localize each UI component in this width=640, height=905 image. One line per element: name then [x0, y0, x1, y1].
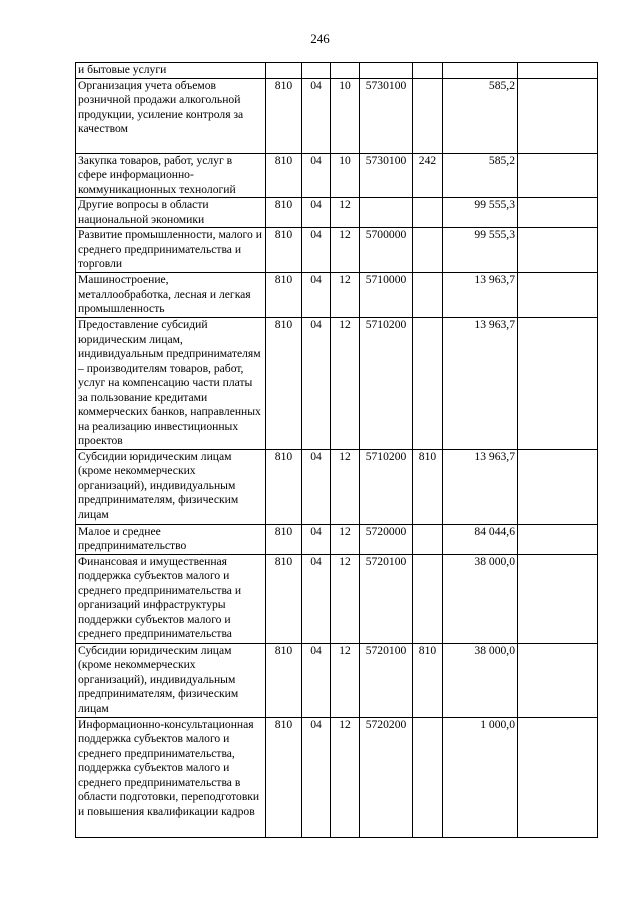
budget-table — [75, 62, 598, 838]
amount: 13 963,7 — [443, 318, 518, 450]
table-row — [76, 524, 598, 554]
ministry-code: 810 — [266, 449, 302, 524]
subsection-code: 12 — [331, 524, 360, 554]
subsection-code: 12 — [331, 318, 360, 450]
amount: 585,2 — [443, 153, 518, 198]
article-code — [360, 63, 413, 79]
article-code: 5700000 — [360, 228, 413, 273]
ministry-code: 810 — [266, 228, 302, 273]
blank-cell — [518, 449, 598, 524]
table-row — [76, 228, 598, 273]
table-row — [76, 63, 598, 79]
ministry-code: 810 — [266, 78, 302, 153]
table-row — [76, 717, 598, 837]
section-code: 04 — [302, 318, 331, 450]
amount: 38 000,0 — [443, 554, 518, 643]
section-code: 04 — [302, 198, 331, 228]
blank-cell — [518, 318, 598, 450]
table-body — [76, 63, 598, 838]
amount: 13 963,7 — [443, 273, 518, 318]
blank-cell — [518, 717, 598, 837]
section-code: 04 — [302, 643, 331, 717]
article-code: 5730100 — [360, 153, 413, 198]
ministry-code: 810 — [266, 198, 302, 228]
row-name: Другие вопросы в области национальной экономики — [76, 198, 266, 228]
row-name: Машиностроение, металлообработка, лесная и легкая промышленность — [76, 273, 266, 318]
blank-cell — [518, 228, 598, 273]
ministry-code: 810 — [266, 643, 302, 717]
expense-type-code — [413, 717, 443, 837]
article-code: 5720200 — [360, 717, 413, 837]
section-code: 04 — [302, 78, 331, 153]
row-name: Организация учета объемов розничной продажи алкогольной продукции, усиление контроля за качеством — [76, 78, 266, 153]
section-code: 04 — [302, 153, 331, 198]
expense-type-code — [413, 78, 443, 153]
article-code: 5720100 — [360, 643, 413, 717]
row-name: Субсидии юридическим лицам (кроме некоммерческих организаций), индивидуальным предпринимателям, физическим лицам — [76, 449, 266, 524]
table-row — [76, 554, 598, 643]
ministry-code: 810 — [266, 318, 302, 450]
section-code — [302, 63, 331, 79]
row-name: Малое и среднее предпринимательство — [76, 524, 266, 554]
blank-cell — [518, 524, 598, 554]
table-row — [76, 198, 598, 228]
amount: 84 044,6 — [443, 524, 518, 554]
page-number: 246 — [310, 31, 330, 46]
expense-type-code — [413, 524, 443, 554]
table-row — [76, 449, 598, 524]
row-name: Информационно-консультационная поддержка субъектов малого и среднего предпринимательства, поддержка субъектов малого и среднего предпринимательства в области подготовки, переподготовки и повышения квалификации кадров — [76, 717, 266, 837]
section-code: 04 — [302, 554, 331, 643]
article-code: 5710200 — [360, 318, 413, 450]
table-row — [76, 643, 598, 717]
section-code: 04 — [302, 524, 331, 554]
row-name: Финансовая и имущественная поддержка субъектов малого и среднего предпринимательства и организаций инфраструктуры поддержки субъектов малого и среднего предпринимательства — [76, 554, 266, 643]
section-code: 04 — [302, 717, 331, 837]
subsection-code: 12 — [331, 643, 360, 717]
expense-type-code — [413, 318, 443, 450]
ministry-code: 810 — [266, 273, 302, 318]
row-name: и бытовые услуги — [76, 63, 266, 79]
ministry-code: 810 — [266, 524, 302, 554]
article-code: 5710000 — [360, 273, 413, 318]
amount: 38 000,0 — [443, 643, 518, 717]
blank-cell — [518, 643, 598, 717]
subsection-code — [331, 63, 360, 79]
amount: 99 555,3 — [443, 228, 518, 273]
table-row — [76, 153, 598, 198]
blank-cell — [518, 153, 598, 198]
subsection-code: 12 — [331, 554, 360, 643]
ministry-code: 810 — [266, 153, 302, 198]
row-name: Субсидии юридическим лицам (кроме некоммерческих организаций), индивидуальным предпринимателям, физическим лицам — [76, 643, 266, 717]
expense-type-code — [413, 63, 443, 79]
expense-type-code: 810 — [413, 449, 443, 524]
amount: 13 963,7 — [443, 449, 518, 524]
subsection-code: 10 — [331, 78, 360, 153]
table-row — [76, 273, 598, 318]
expense-type-code: 242 — [413, 153, 443, 198]
article-code: 5720000 — [360, 524, 413, 554]
ministry-code: 810 — [266, 717, 302, 837]
expense-type-code — [413, 228, 443, 273]
expense-type-code — [413, 554, 443, 643]
subsection-code: 10 — [331, 153, 360, 198]
row-name: Развитие промышленности, малого и среднего предпринимательства и торговли — [76, 228, 266, 273]
section-code: 04 — [302, 228, 331, 273]
subsection-code: 12 — [331, 449, 360, 524]
blank-cell — [518, 63, 598, 79]
expense-type-code — [413, 198, 443, 228]
ministry-code — [266, 63, 302, 79]
blank-cell — [518, 198, 598, 228]
article-code: 5710200 — [360, 449, 413, 524]
article-code: 5720100 — [360, 554, 413, 643]
expense-type-code — [413, 273, 443, 318]
expense-type-code: 810 — [413, 643, 443, 717]
table-row — [76, 318, 598, 450]
table-row — [76, 78, 598, 153]
amount — [443, 63, 518, 79]
row-name: Закупка товаров, работ, услуг в сфере информационно-коммуникационных технологий — [76, 153, 266, 198]
row-name: Предоставление субсидий юридическим лицам, индивидуальным предпринимателям – производителям товаров, работ, услуг на компенсацию части платы за пользование кредитами коммерческих банков, направленных на реализацию инвестиционных проектов — [76, 318, 266, 450]
section-code: 04 — [302, 449, 331, 524]
subsection-code: 12 — [331, 717, 360, 837]
blank-cell — [518, 273, 598, 318]
section-code: 04 — [302, 273, 331, 318]
subsection-code: 12 — [331, 273, 360, 318]
amount: 99 555,3 — [443, 198, 518, 228]
subsection-code: 12 — [331, 198, 360, 228]
article-code — [360, 198, 413, 228]
blank-cell — [518, 554, 598, 643]
subsection-code: 12 — [331, 228, 360, 273]
amount: 1 000,0 — [443, 717, 518, 837]
ministry-code: 810 — [266, 554, 302, 643]
article-code: 5730100 — [360, 78, 413, 153]
blank-cell — [518, 78, 598, 153]
amount: 585,2 — [443, 78, 518, 153]
